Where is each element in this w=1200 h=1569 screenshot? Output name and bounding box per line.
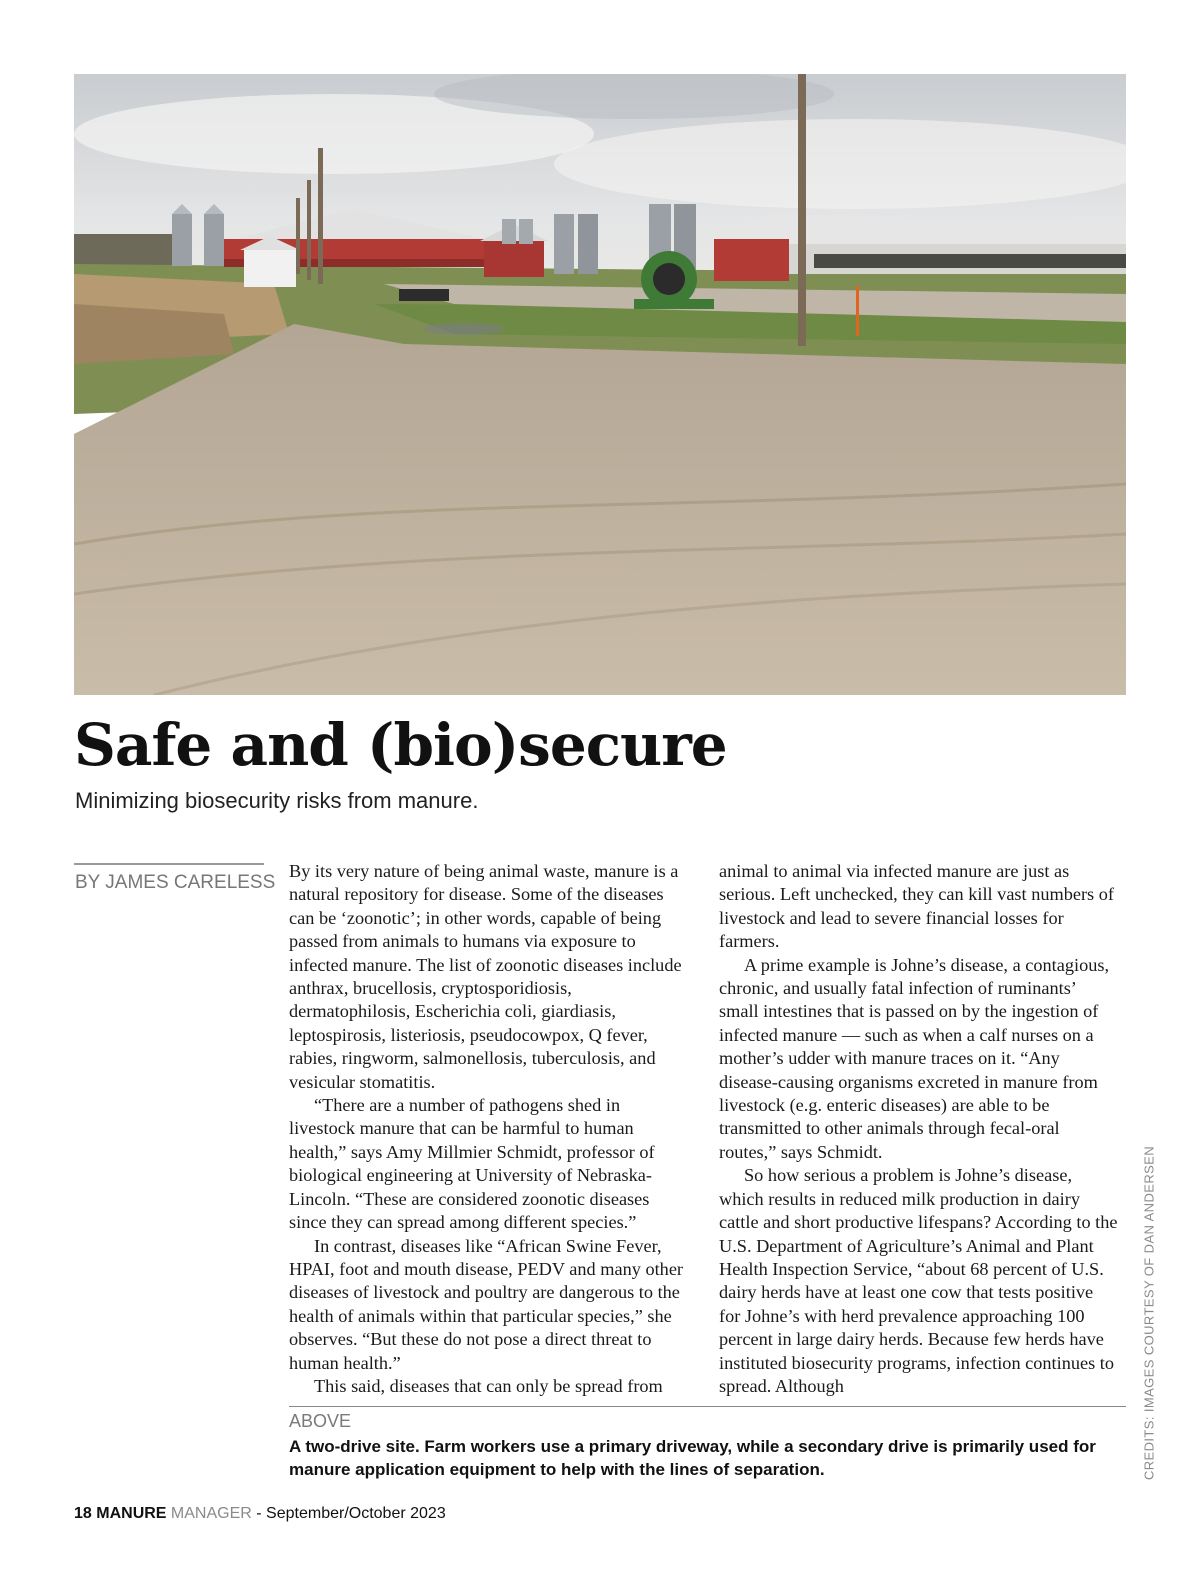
byline-divider (74, 863, 264, 865)
magazine-name-light: MANAGER (170, 1505, 252, 1522)
paragraph: By its very nature of being animal waste, manure is a natural repository for disease. Some of the diseases can be ‘zoonotic’; in other words, capable of being passed from animals to humans via exposure to infected manure. The list of zoonotic diseases include anthrax, brucellosis, cryptosporidiosis, dermatophilosis, Escherichia coli, giardiasis, leptospirosis, listeriosis, pseudocowpox, Q fever, rabies, ringworm, salmonellosis, tuberculosis, and vesicular stomatitis. (289, 861, 682, 1092)
paragraph: animal to animal via infected manure are just as serious. Left unchecked, they can kill vast numbers of livestock and lead to severe financial losses for farmers. (719, 861, 1114, 952)
article-subtitle: Minimizing biosecurity risks from manure. (75, 788, 479, 813)
magazine-name-bold: MANURE (96, 1505, 167, 1522)
byline: BY JAMES CARELESS (75, 872, 276, 893)
photo-credits-text: CREDITS: IMAGES COURTESY OF DAN ANDERSEN (1141, 1145, 1157, 1481)
farm-site-photo (74, 74, 1126, 695)
paragraph: In contrast, diseases like “African Swine Fever, HPAI, foot and mouth disease, PEDV and many other diseases of livestock and poultry are dangerous to the health of animals within that particular species,” she observes. “But these do not pose a direct threat to human health.” (289, 1235, 684, 1373)
paragraph: So how serious a problem is Johne’s disease, which results in reduced milk production in dairy cattle and short productive lifespans? According to the U.S. Department of Agriculture’s Animal and Plant Health Inspection Service, “about 68 percent of U.S. dairy herds have at least one cow that tests positive for Johne’s with herd prevalence approaching 100 percent in large dairy herds. Because few herds have instituted biosecurity programs, infection continues to spread. Although (719, 1165, 1118, 1396)
paragraph: “There are a number of pathogens shed in livestock manure that can be harmful to human health,” says Amy Millmier Schmidt, professor of biological engineering at University of Nebraska-Lincoln. “These are considered zoonotic diseases since they can spread among different species.” (289, 1095, 655, 1233)
page-number: 18 (74, 1505, 92, 1522)
caption-label: ABOVE (289, 1411, 352, 1431)
paragraph: A prime example is Johne’s disease, a contagious, chronic, and usually fatal infection of ruminants’ small intestines that is passed on by the ingestion of infected manure — such as when a calf nurses on a mother’s udder with manure traces on it. “Any disease-causing organisms excreted in manure from livestock (e.g. enteric diseases) are able to be transmitted to other animals through fecal-oral routes,” says Schmidt. (719, 954, 1110, 1162)
page-footer (74, 1505, 446, 1523)
issue-date: - September/October 2023 (256, 1505, 446, 1522)
paragraph: This said, diseases that can only be spread from (314, 1375, 663, 1396)
article-column-1 (289, 860, 689, 1398)
caption-divider (289, 1406, 1126, 1407)
hero-photo (74, 74, 1126, 695)
article-column-2 (719, 860, 1119, 1398)
photo-caption: A two-drive site. Farm workers use a primary driveway, while a secondary drive is primarily used for manure application equipment to help with the lines of separation. (289, 1437, 1096, 1479)
article-title: Safe and (bio)secure (74, 711, 727, 779)
